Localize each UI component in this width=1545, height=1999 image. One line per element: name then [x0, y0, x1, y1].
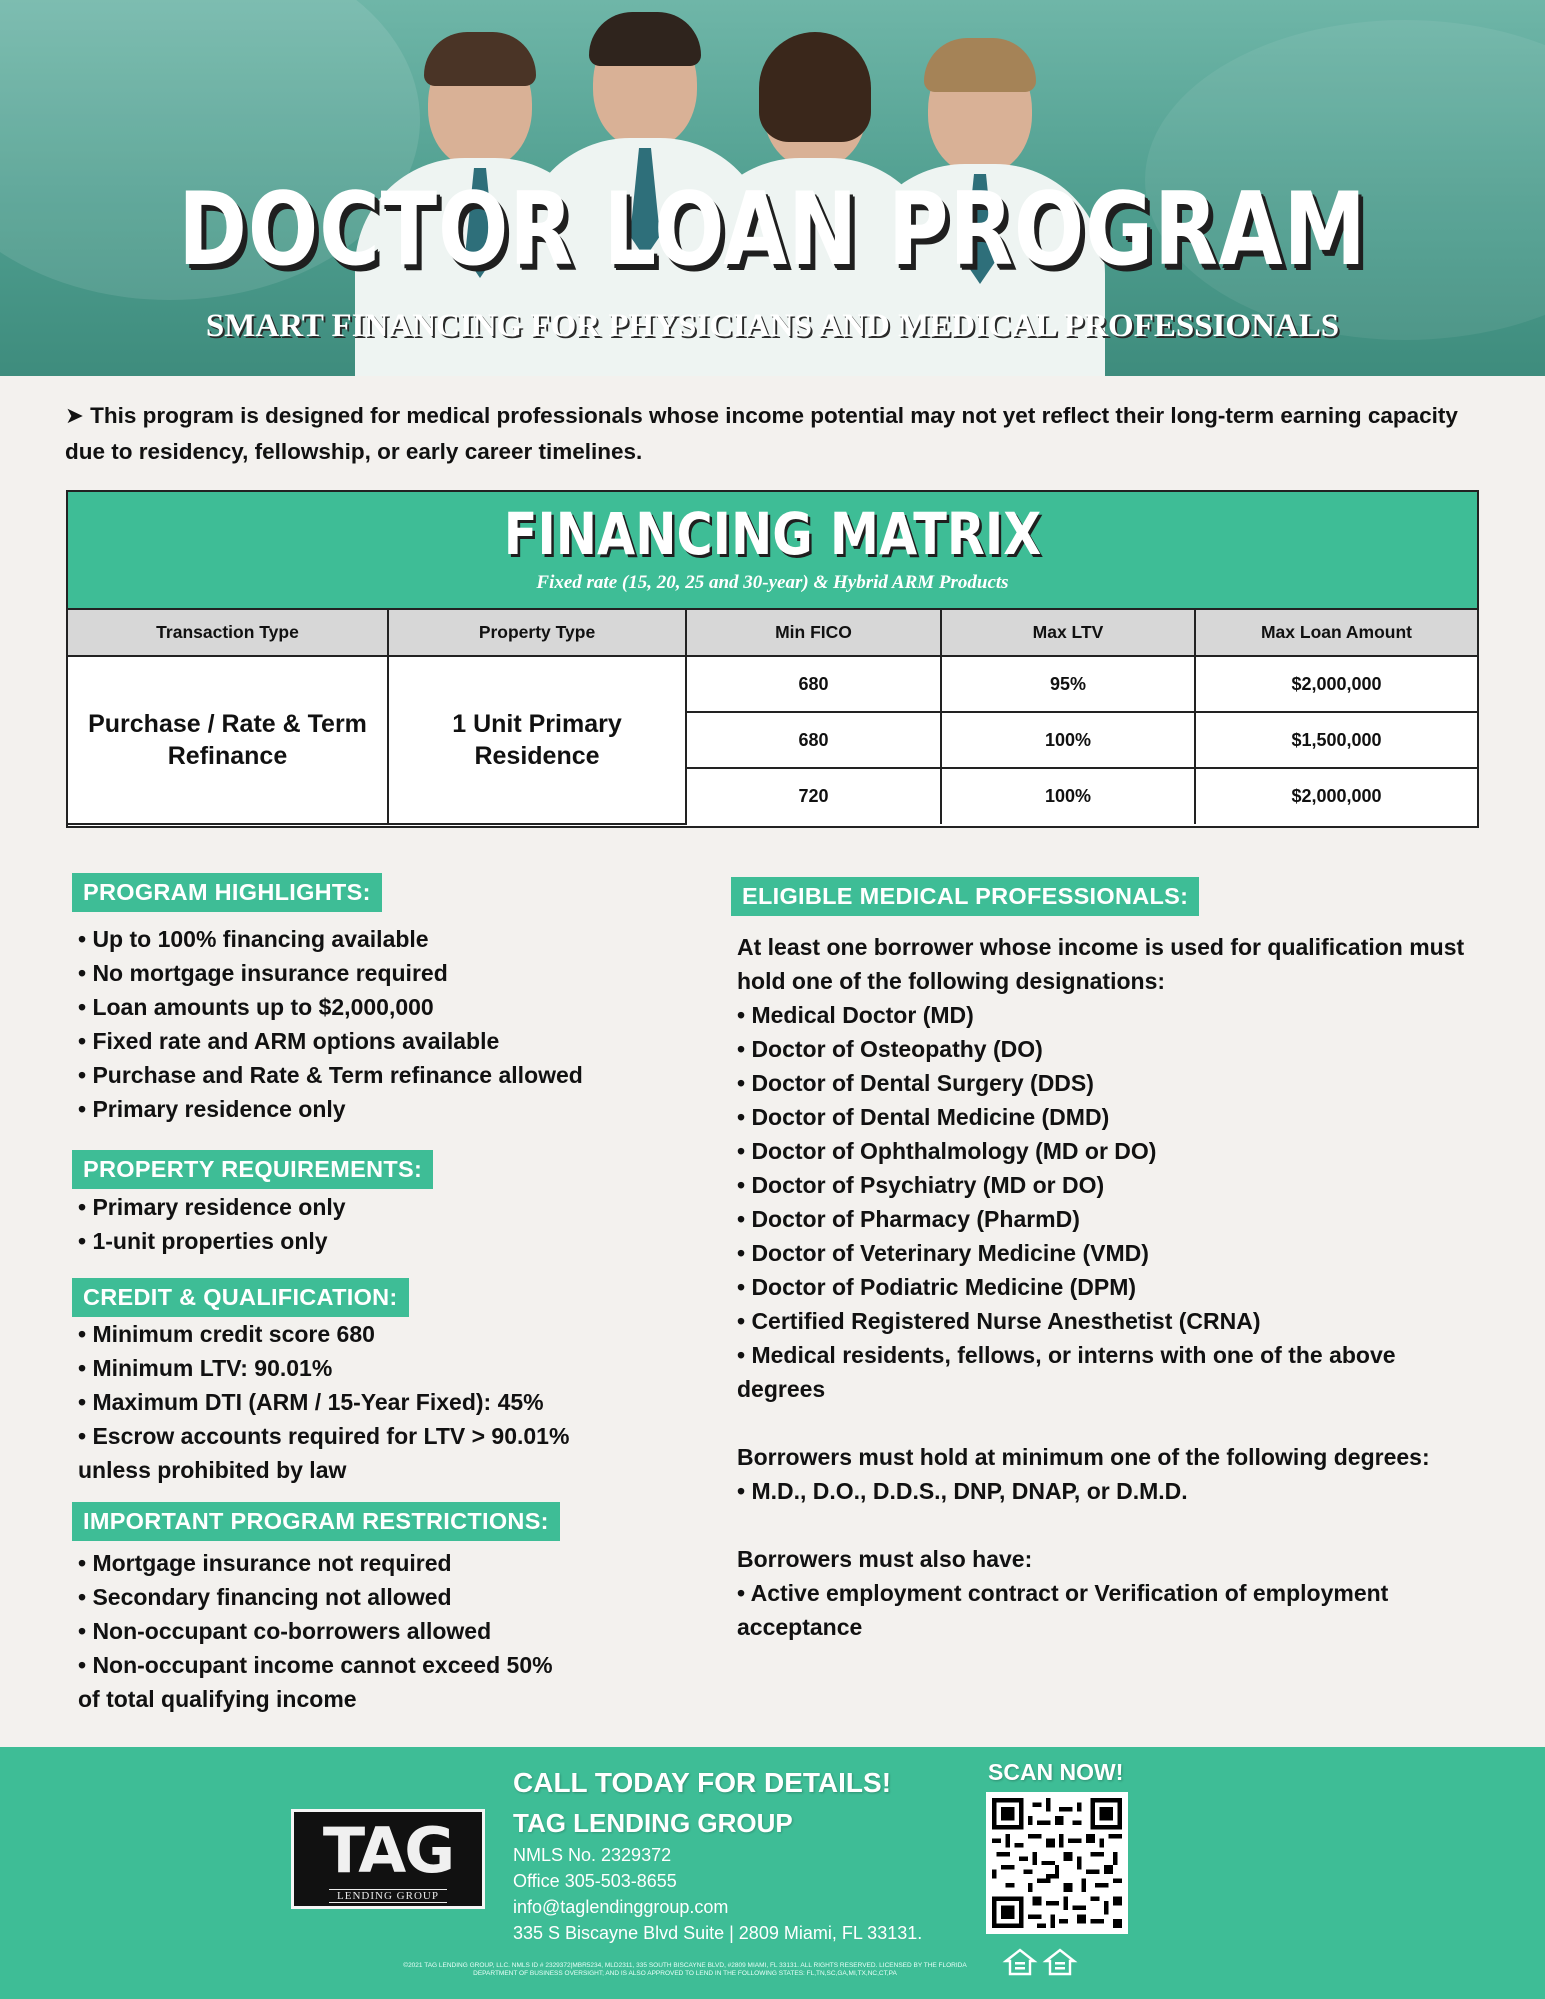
list-item: • Doctor of Podiatric Medicine (DPM)	[737, 1274, 1137, 1300]
min-fico-cell: 680	[686, 712, 941, 768]
list-item: • Doctor of Osteopathy (DO)	[737, 1036, 1043, 1062]
column-header: Min FICO	[686, 610, 941, 656]
email-link[interactable]: info@taglendinggroup.com	[513, 1897, 729, 1917]
list-item: • Fixed rate and ARM options available	[78, 1028, 500, 1054]
hero-banner	[0, 0, 1545, 376]
list-item: of total qualifying income	[78, 1686, 357, 1712]
degrees-list: • M.D., D.O., D.D.S., DNP, DNAP, or D.M.D.	[737, 1478, 1188, 1504]
eligible-intro: At least one borrower whose income is used for qualification must hold one of the following designations:	[737, 934, 1465, 994]
nmls-number: NMLS No. 2329372	[513, 1845, 672, 1865]
matrix-table	[68, 610, 1477, 825]
section-heading-eligible: ELIGIBLE MEDICAL PROFESSIONALS:	[731, 877, 1199, 916]
equal-housing-opportunity-icon	[1002, 1947, 1038, 1977]
page-title: DOCTOR LOAN PROGRAM	[178, 170, 1367, 288]
table-header-row	[68, 610, 1477, 656]
list-item: • Medical residents, fellows, or interns with one of the above degrees	[737, 1342, 1396, 1402]
matrix-title: FINANCING MATRIX	[503, 500, 1042, 568]
min-fico-cell: 720	[686, 768, 941, 824]
max-loan-cell: $1,500,000	[1195, 712, 1477, 768]
list-item: unless prohibited by law	[78, 1457, 347, 1483]
qr-code-icon[interactable]	[986, 1792, 1128, 1934]
list-item: • Loan amounts up to $2,000,000	[78, 994, 434, 1020]
logo-mark: TAG	[322, 1814, 454, 1887]
also-item: • Active employment contract or Verification of employment acceptance	[737, 1580, 1389, 1640]
legal-disclaimer: ©2021 TAG LENDING GROUP, LLC. NMLS ID # 2329372|MBR5234, MLD2311, 335 SOUTH BISCAYNE BLVD, #2809 MIAMI, FL 33131. ALL RIGHTS RESERVED. LICENSED BY THE FLORIDA DEPARTMENT OF BUSINESS OVERSIGHT; AND IS ALSO APPROVED TO LEND IN THE FOLLOWING STATES: FL,TN,SC,GA,MI,TX,NC,CT,PA	[403, 1962, 967, 1977]
address: 335 S Biscayne Blvd Suite | 2809 Miami, FL 33131.	[513, 1923, 923, 1943]
column-header: Max Loan Amount	[1195, 610, 1477, 656]
financing-matrix	[66, 490, 1479, 828]
highlights-list	[78, 922, 583, 1126]
eligible-list	[737, 930, 1477, 1644]
max-ltv-cell: 100%	[941, 712, 1195, 768]
list-item: • Non-occupant income cannot exceed 50%	[78, 1652, 553, 1678]
list-item: • Purchase and Rate & Term refinance allowed	[78, 1062, 583, 1088]
section-heading-restrictions: IMPORTANT PROGRAM RESTRICTIONS:	[72, 1502, 560, 1541]
list-item: • Certified Registered Nurse Anesthetist (CRNA)	[737, 1308, 1261, 1334]
degrees-intro: Borrowers must hold at minimum one of the following degrees:	[737, 1444, 1430, 1470]
equal-housing-lender-icon	[1042, 1947, 1078, 1977]
list-item: • 1-unit properties only	[78, 1228, 328, 1254]
also-intro: Borrowers must also have:	[737, 1546, 1033, 1572]
table-row	[68, 656, 1477, 712]
tag-lending-logo	[291, 1809, 485, 1909]
office-phone[interactable]: Office 305-503-8655	[513, 1871, 677, 1891]
list-item: • Doctor of Pharmacy (PharmD)	[737, 1206, 1080, 1232]
page-subtitle: SMART FINANCING FOR PHYSICIANS AND MEDICAL PROFESSIONALS	[205, 308, 1340, 344]
list-item: • Maximum DTI (ARM / 15-Year Fixed): 45%	[78, 1389, 544, 1415]
min-fico-cell: 680	[686, 656, 941, 712]
call-to-action: CALL TODAY FOR DETAILS!	[513, 1767, 892, 1798]
list-item: • No mortgage insurance required	[78, 960, 448, 986]
list-item: • Non-occupant co-borrowers allowed	[78, 1618, 492, 1644]
section-heading-property: PROPERTY REQUIREMENTS:	[72, 1150, 433, 1189]
intro-text: ➤ This program is designed for medical professionals whose income potential may not yet reflect their long-term earning capacity due to residency, fellowship, or early career timelines.	[65, 403, 1458, 464]
list-item: • Doctor of Dental Surgery (DDS)	[737, 1070, 1094, 1096]
column-header: Transaction Type	[68, 610, 388, 656]
transaction-type-cell: Purchase / Rate & Term Refinance	[68, 656, 388, 824]
column-header: Max LTV	[941, 610, 1195, 656]
section-heading-highlights: PROGRAM HIGHLIGHTS:	[72, 873, 382, 912]
list-item: • Doctor of Veterinary Medicine (VMD)	[737, 1240, 1149, 1266]
list-item: • Up to 100% financing available	[78, 926, 429, 952]
matrix-subtitle: Fixed rate (15, 20, 25 and 30-year) & Hybrid ARM Products	[536, 572, 1009, 593]
list-item: • Escrow accounts required for LTV > 90.01%	[78, 1423, 570, 1449]
list-item: • Doctor of Psychiatry (MD or DO)	[737, 1172, 1105, 1198]
list-item: • Primary residence only	[78, 1194, 346, 1220]
max-loan-cell: $2,000,000	[1195, 656, 1477, 712]
list-item: • Minimum credit score 680	[78, 1321, 375, 1347]
list-item: • Mortgage insurance not required	[78, 1550, 452, 1576]
max-loan-cell: $2,000,000	[1291, 786, 1382, 806]
property-type-cell: 1 Unit Primary Residence	[388, 656, 686, 824]
max-ltv-cell: 100%	[941, 768, 1195, 824]
list-item: • Primary residence only	[78, 1096, 346, 1122]
list-item: • Minimum LTV: 90.01%	[78, 1355, 333, 1381]
company-name: TAG LENDING GROUP	[513, 1808, 793, 1838]
list-item: • Doctor of Dental Medicine (DMD)	[737, 1104, 1110, 1130]
property-list	[78, 1190, 346, 1258]
list-item: • Doctor of Ophthalmology (MD or DO)	[737, 1138, 1157, 1164]
matrix-header	[68, 492, 1477, 610]
column-header: Property Type	[388, 610, 686, 656]
restrictions-list	[78, 1546, 553, 1716]
list-item: • Secondary financing not allowed	[78, 1584, 452, 1610]
max-ltv-cell: 95%	[941, 656, 1195, 712]
logo-subtitle: LENDING GROUP	[329, 1889, 447, 1903]
scan-now-label: SCAN NOW!	[988, 1759, 1124, 1785]
section-heading-credit: CREDIT & QUALIFICATION:	[72, 1278, 409, 1317]
contact-info	[513, 1842, 922, 1946]
list-item: • Medical Doctor (MD)	[737, 1002, 974, 1028]
credit-list	[78, 1317, 569, 1487]
footer	[0, 1747, 1545, 1999]
